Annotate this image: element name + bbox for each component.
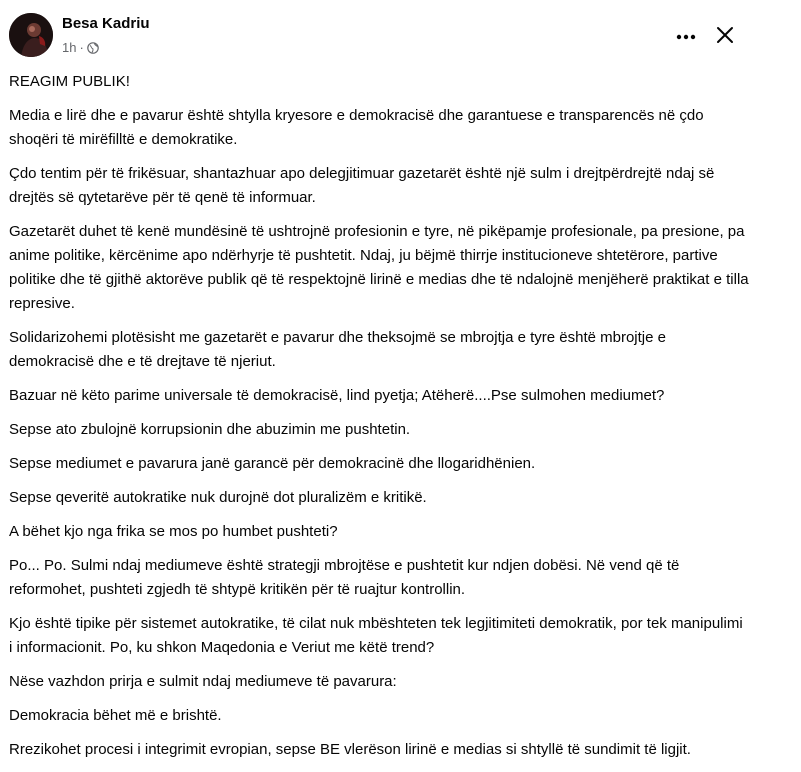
close-icon — [716, 26, 734, 44]
post-paragraph: Çdo tentim për të frikësuar, shantazhuar apo delegjitimuar gazetarët është një sulm i drejtpërdrejtë ndaj së drejtës së qytetarëve për të qenë të informuar. — [9, 165, 715, 206]
post-paragraph: Bazuar në këto parime universale të demokracisë, lind pyetja; Atëherë....Pse sulmohen mediumet? — [9, 387, 665, 404]
post-meta — [62, 40, 99, 55]
post-timestamp[interactable]: 1h — [62, 40, 77, 55]
post-header — [0, 0, 801, 70]
post-paragraph: Sepse ato zbulojnë korrupsionin dhe abuzimin me pushtetin. — [9, 421, 411, 438]
author-name[interactable]: Besa Kadriu — [62, 15, 150, 32]
post-paragraph: REAGIM PUBLIK! — [9, 73, 130, 90]
post-paragraph: Kjo është tipike për sistemet autokratike, të cilat nuk mbështeten tek legjitimiteti demokratik, por tek manipulimi i informacionit. Po, ku shkon Maqedonia e Veriut me këtë trend? — [9, 615, 743, 656]
post-body — [9, 70, 749, 772]
avatar-photo — [9, 13, 53, 57]
post-paragraph: Rrezikohet procesi i integrimit evropian, sepse BE vlerëson lirinë e medias si shtyllë të sundimit të ligjit. — [9, 741, 691, 758]
post-paragraph: Nëse vazhdon prirja e sulmit ndaj mediumeve të pavarura: — [9, 673, 397, 690]
post-paragraph: A bëhet kjo nga frika se mos po humbet pushteti? — [9, 523, 338, 540]
meta-separator: · — [79, 40, 84, 55]
post-paragraph: Po... Po. Sulmi ndaj mediumeve është strategji mbrojtëse e pushtetit kur ndjen dobësi. Në vend që të reformohet, pushteti zgjedh të shtypë kritikën për të ruajtur kontrollin. — [9, 557, 680, 598]
post-paragraph: Sepse qeveritë autokratike nuk durojnë dot pluralizëm e kritikë. — [9, 489, 427, 506]
avatar[interactable] — [9, 13, 53, 57]
close-button[interactable] — [707, 17, 743, 53]
post-paragraph: Demokracia bëhet më e brishtë. — [9, 707, 222, 724]
more-horizontal-icon — [676, 34, 696, 40]
post-paragraph: Gazetarët duhet të kenë mundësinë të ushtrojnë profesionin e tyre, në pikëpamje profesionale, pa presione, pa anime politike, kërcënime apo ndërhyrje të pushtetit. Ndaj, ju bëjmë thirrje institucioneve shtetërore, partive politike dhe të gjithë aktorëve publik që të respektojnë lirinë e medias dhe të ndalojnë menjëherë praktikat e tilla represive. — [9, 223, 749, 312]
more-options-button[interactable] — [668, 19, 704, 55]
post-paragraph: Sepse mediumet e pavarura janë garancë për demokracinë dhe llogaridhënien. — [9, 455, 536, 472]
globe-icon — [87, 42, 99, 54]
post-paragraph: Solidarizohemi plotësisht me gazetarët e pavarur dhe theksojmë se mbrojtja e tyre është mbrojtje e demokracisë dhe e të drejtave të njeriut. — [9, 329, 666, 370]
post-paragraph: Media e lirë dhe e pavarur është shtylla kryesore e demokracisë dhe garantuese e transparencës në çdo shoqëri të mirëfilltë e demokratike. — [9, 107, 704, 148]
